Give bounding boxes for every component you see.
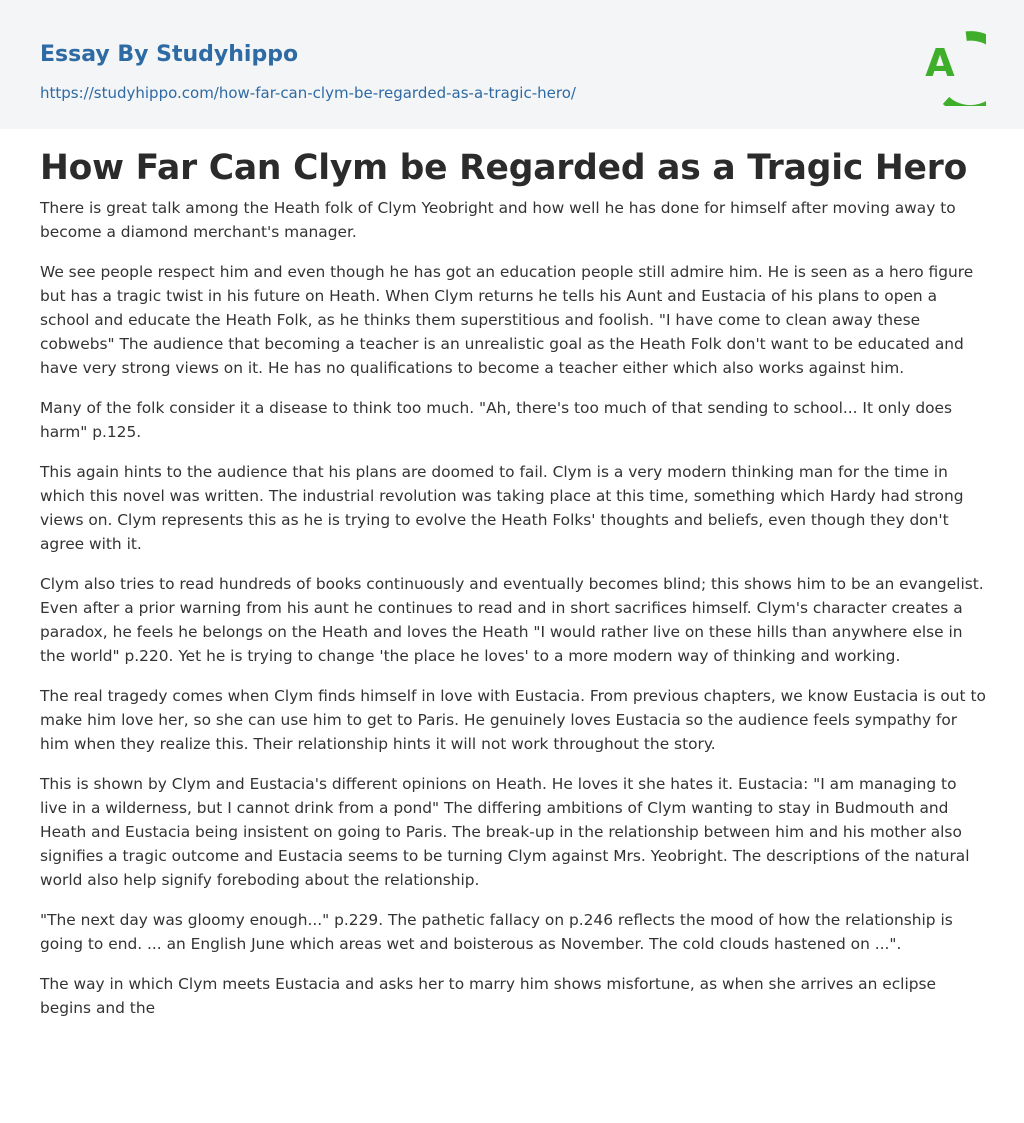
circle-a-logo-icon[interactable] — [912, 20, 986, 106]
paragraph: This is shown by Clym and Eustacia's different opinions on Heath. He loves it she hates it. Eustacia: "I am managing to live in a wilderness, but I cannot drink from a pond" The differing ambitions of Clym wanting to stay in Budmouth and Heath and Eustacia being insistent on going to Paris. The break-up in the relationship between him and his mother also signifies a tragic outcome and Eustacia seems to be turning Clym against Mrs. Yeobright. The descriptions of the natural world also help signify foreboding about the relationship. — [40, 775, 970, 889]
brand-title[interactable]: Essay By Studyhippo — [40, 42, 299, 67]
paragraph: "The next day was gloomy enough..." p.229. The pathetic fallacy on p.246 reflects the mood of how the relationship is going to end. ... an English June which areas wet and boisterous as November. The cold clouds hastened on ...". — [40, 911, 953, 953]
paragraph: The way in which Clym meets Eustacia and asks her to marry him shows misfortune, as when she arrives an eclipse begins and the — [40, 975, 936, 1017]
source-url-link[interactable]: https://studyhippo.com/how-far-can-clym-be-regarded-as-a-tragic-hero/ — [40, 84, 576, 102]
paragraph: Many of the folk consider it a disease to think too much. "Ah, there's too much of that sending to school... It only does harm" p.125. — [40, 399, 953, 441]
article — [40, 143, 986, 1036]
logo-letter: A — [925, 41, 955, 85]
paragraph: This again hints to the audience that his plans are doomed to fail. Clym is a very modern thinking man for the time in which this novel was written. The industrial revolution was taking place at this time, something which Hardy had strong views on. Clym represents this as he is trying to evolve the Heath Folks' thoughts and beliefs, even though they don't agree with it. — [40, 463, 964, 553]
paragraph: Clym also tries to read hundreds of books continuously and eventually becomes blind; this shows him to be an evangelist. Even after a prior warning from his aunt he continues to read and in short sacrifices himself. Clym's character creates a paradox, he feels he belongs on the Heath and loves the Heath "I would rather live on these hills than anywhere else in the world" p.220. Yet he is trying to change 'the place he loves' to a more modern way of thinking and working. — [40, 575, 984, 665]
paragraph: We see people respect him and even though he has got an education people still admire him. He is seen as a hero figure but has a tragic twist in his future on Heath. When Clym returns he tells his Aunt and Eustacia of his plans to open a school and educate the Heath Folk, as he thinks them superstitious and foolish. "I have come to clean away these cobwebs" The audience that becoming a teacher is an unrealistic goal as the Heath Folk don't want to be educated and have very strong views on it. He has no qualifications to become a teacher either which also works against him. — [40, 263, 974, 377]
site-header — [0, 0, 1024, 129]
article-body — [40, 196, 986, 1020]
paragraph: The real tragedy comes when Clym finds himself in love with Eustacia. From previous chapters, we know Eustacia is out to make him love her, so she can use him to get to Paris. He genuinely loves Eustacia so the audience feels sympathy for him when they realize this. Their relationship hints it will not work throughout the story. — [40, 687, 986, 753]
paragraph: There is great talk among the Heath folk of Clym Yeobright and how well he has done for himself after moving away to become a diamond merchant's manager. — [40, 199, 956, 241]
page-title: How Far Can Clym be Regarded as a Tragic Hero — [40, 148, 968, 188]
